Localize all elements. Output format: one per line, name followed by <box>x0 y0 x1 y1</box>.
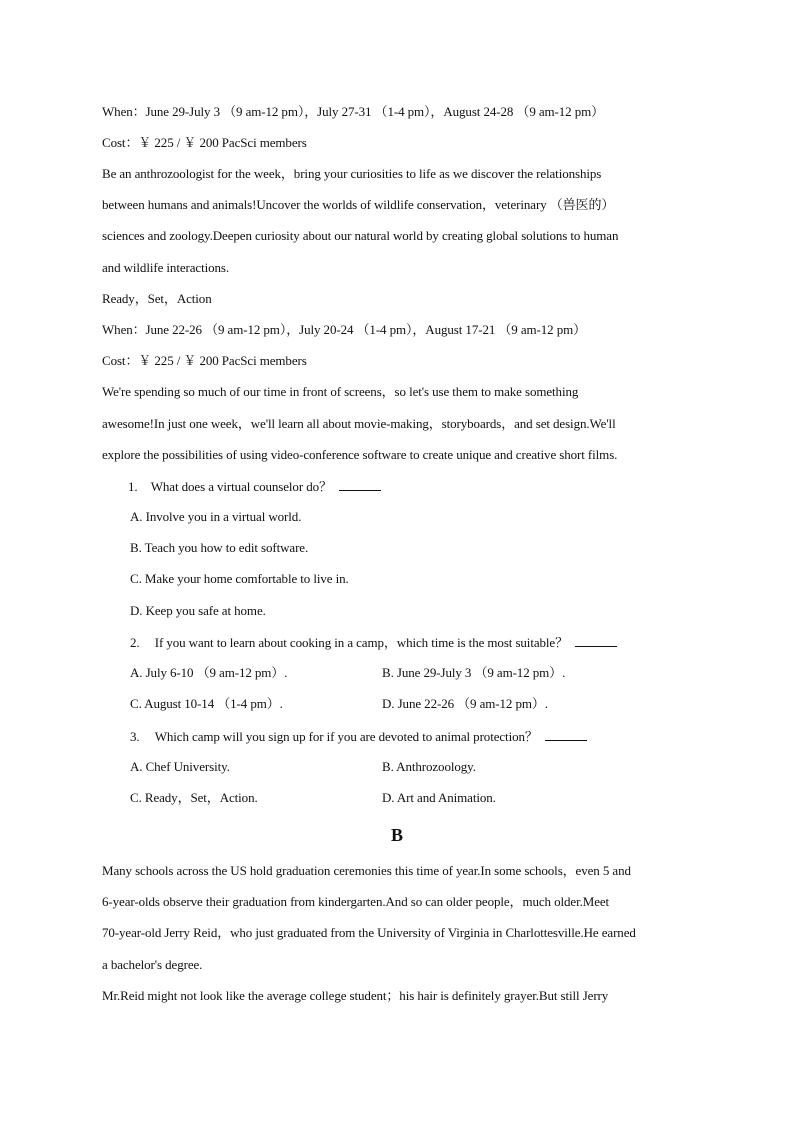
question-2-number: 2. <box>130 635 140 650</box>
question-1-option-d: D. Keep you safe at home. <box>130 603 266 618</box>
question-1-option-b: B. Teach you how to edit software. <box>130 540 309 555</box>
ready-paragraph-line-3: explore the possibilities of using video-conference software to create unique and creative short films. <box>102 447 618 462</box>
anthro-paragraph-line-4: and wildlife interactions. <box>102 260 230 275</box>
ready-set-action-title: Ready，Set，Action <box>102 291 212 306</box>
answer-blank-2[interactable] <box>575 634 617 647</box>
question-3-text: Which camp will you sign up for if you are devoted to animal protection？ <box>154 729 538 744</box>
anthro-paragraph-line-3: sciences and zoology.Deepen curiosity about our natural world by creating global solutions to human <box>102 228 619 243</box>
question-3-number: 3. <box>130 729 140 744</box>
question-3-option-d: D. Art and Animation. <box>382 790 496 805</box>
question-3 <box>130 728 587 745</box>
answer-blank-3[interactable] <box>545 728 587 741</box>
anthro-paragraph-line-1: Be an anthrozoologist for the week，bring your curiosities to life as we discover the relationships <box>102 166 602 181</box>
question-1-text: What does a virtual counselor do？ <box>150 479 332 494</box>
section-b-line-2: 6-year-olds observe their graduation from kindergarten.And so can older people，much older.Meet <box>102 894 610 909</box>
question-1-number: 1. <box>128 479 138 494</box>
question-1-option-c: C. Make your home comfortable to live in. <box>130 571 349 586</box>
question-2 <box>130 634 617 651</box>
section-b-title: B <box>391 825 403 845</box>
when-line-camp-b: When：June 22-26 （9 am-12 pm），July 20-24 （1-4 pm），August 17-21 （9 am-12 pm） <box>102 322 587 337</box>
cost-line-camp-a: Cost：￥ 225 / ￥ 200 PacSci members <box>102 135 307 150</box>
ready-paragraph-line-1: We're spending so much of our time in front of screens，so let's use them to make something <box>102 384 579 399</box>
cost-line-camp-b: Cost：￥ 225 / ￥ 200 PacSci members <box>102 353 307 368</box>
anthro-paragraph-line-2: between humans and animals!Uncover the worlds of wildlife conservation，veterinary （兽医的） <box>102 197 615 212</box>
question-2-option-c: C. August 10-14 （1-4 pm）. <box>130 696 283 711</box>
section-b-line-5: Mr.Reid might not look like the average college student；his hair is definitely grayer.But still Jerry <box>102 988 609 1003</box>
answer-blank-1[interactable] <box>339 478 381 491</box>
question-2-option-b: B. June 29-July 3 （9 am-12 pm）. <box>382 665 566 680</box>
section-b-line-3: 70-year-old Jerry Reid，who just graduated from the University of Virginia in Charlottesville.He earned <box>102 925 636 940</box>
ready-paragraph-line-2: awesome!In just one week，we'll learn all about movie-making，storyboards，and set design.We'll <box>102 416 616 431</box>
question-2-text: If you want to learn about cooking in a camp，which time is the most suitable？ <box>154 635 568 650</box>
question-3-option-b: B. Anthrozoology. <box>382 759 476 774</box>
question-3-option-a: A. Chef University. <box>130 759 230 774</box>
question-3-option-c: C. Ready，Set，Action. <box>130 790 258 805</box>
section-b-line-1: Many schools across the US hold graduation ceremonies this time of year.In some schools，even 5 and <box>102 863 631 878</box>
question-1 <box>128 478 381 495</box>
section-b-line-4: a bachelor's degree. <box>102 957 203 972</box>
question-1-option-a: A. Involve you in a virtual world. <box>130 509 302 524</box>
question-2-option-d: D. June 22-26 （9 am-12 pm）. <box>382 696 548 711</box>
question-2-option-a: A. July 6-10 （9 am-12 pm）. <box>130 665 288 680</box>
when-line-camp-a: When：June 29-July 3 （9 am-12 pm），July 27-31 （1-4 pm），August 24-28 （9 am-12 pm） <box>102 104 605 119</box>
